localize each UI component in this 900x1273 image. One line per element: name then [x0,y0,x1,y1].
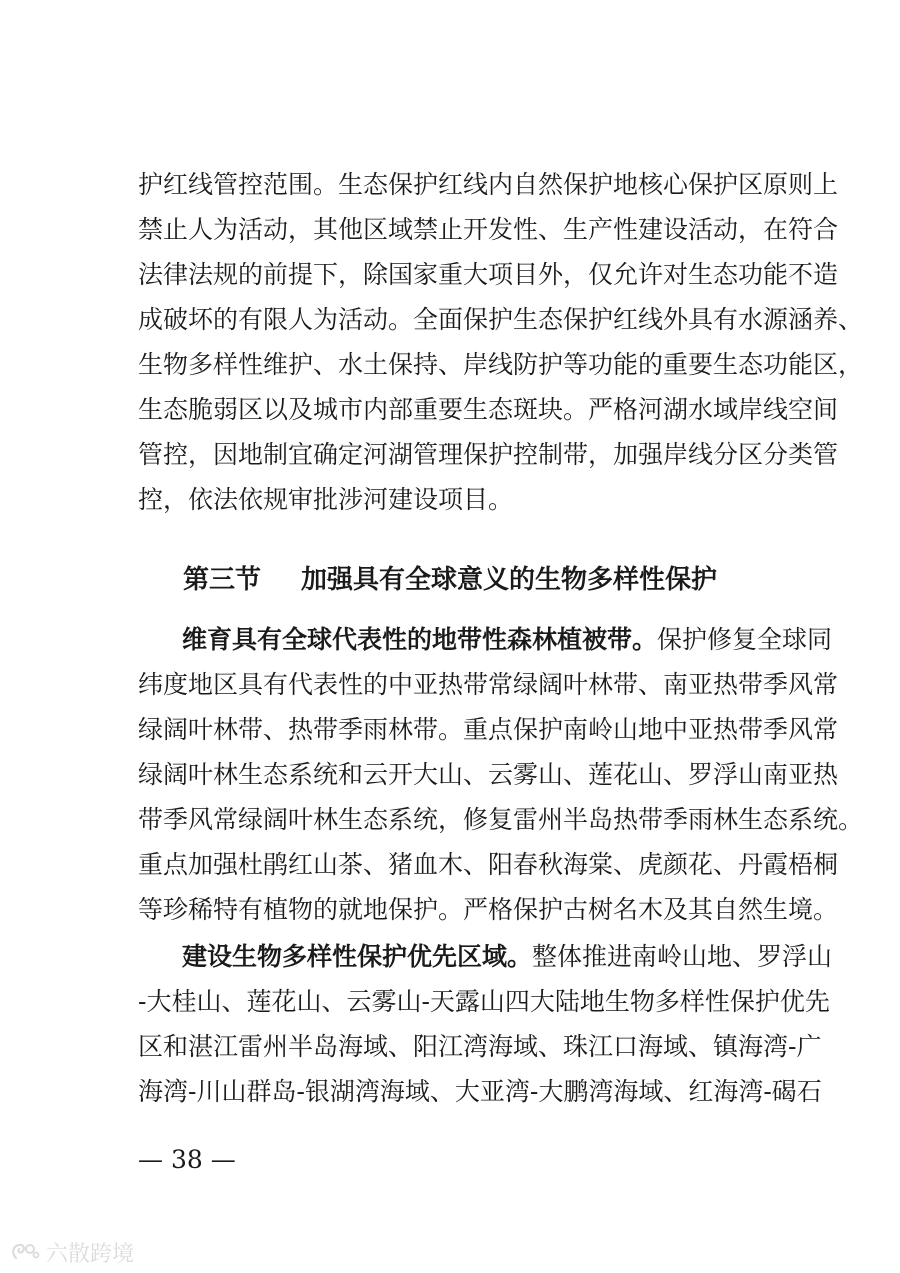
text-line: -大桂山、莲花山、云雾山-天露山四大陆地生物多样性保护优先 [138,987,830,1016]
text-line: 成破坏的有限人为活动。全面保护生态保护红线外具有水源涵养、 [138,305,864,334]
watermark-logo-icon [10,1240,40,1264]
text-line: 等珍稀特有植物的就地保护。严格保护古树名木及其自然生境。 [138,895,839,924]
watermark [10,1238,134,1266]
text-line: 重点加强杜鹃红山茶、猪血木、阳春秋海棠、虎颜花、丹霞梧桐 [138,850,839,879]
paragraph-lead: 维育具有全球代表性的地带性森林植被带。 [182,625,658,654]
section-heading [0,558,900,602]
text-line: 管控，因地制宜确定河湖管理保护控制带，加强岸线分区分类管 [138,440,839,469]
text-line: 海湾-川山群岛-银湖湾海域、大亚湾-大鹏湾海域、红海湾-碣石 [138,1077,822,1106]
text-line: 法律法规的前提下，除国家重大项目外，仅允许对生态功能不造 [138,260,839,289]
text-line: 纬度地区具有代表性的中亚热带常绿阔叶林带、南亚热带季风常 [138,670,839,699]
text-line: 生态脆弱区以及城市内部重要生态斑块。严格河湖水域岸线空间 [138,395,839,424]
text-line: 维育具有全球代表性的地带性森林植被带。保护修复全球同 [182,625,833,654]
section-number: 第三节 [182,565,261,595]
section-title: 加强具有全球意义的生物多样性保护 [301,565,718,595]
text-line: 绿阔叶林带、热带季雨林带。重点保护南岭山地中亚热带季风常 [138,715,839,744]
watermark-text: 六散跨境 [46,1241,135,1267]
paragraph-lead: 建设生物多样性保护优先区域。 [182,942,533,971]
text-line: 禁止人为活动，其他区域禁止开发性、生产性建设活动，在符合 [138,215,839,244]
text-line: 控，依法依规审批涉河建设项目。 [138,485,514,514]
page-number: — 38 — [138,1145,236,1174]
text-line: 绿阔叶林生态系统和云开大山、云雾山、莲花山、罗浮山南亚热 [138,760,839,789]
text-line: 带季风常绿阔叶林生态系统，修复雷州半岛热带季雨林生态系统。 [138,805,864,834]
text-line: 建设生物多样性保护优先区域。整体推进南岭山地、罗浮山 [182,942,833,971]
text-line: 护红线管控范围。生态保护红线内自然保护地核心保护区原则上 [138,170,839,199]
text-line: 区和湛江雷州半岛海域、阳江湾海域、珠江口海域、镇海湾-广 [138,1032,822,1061]
text-line: 生物多样性维护、水土保持、岸线防护等功能的重要生态功能区， [138,350,864,379]
